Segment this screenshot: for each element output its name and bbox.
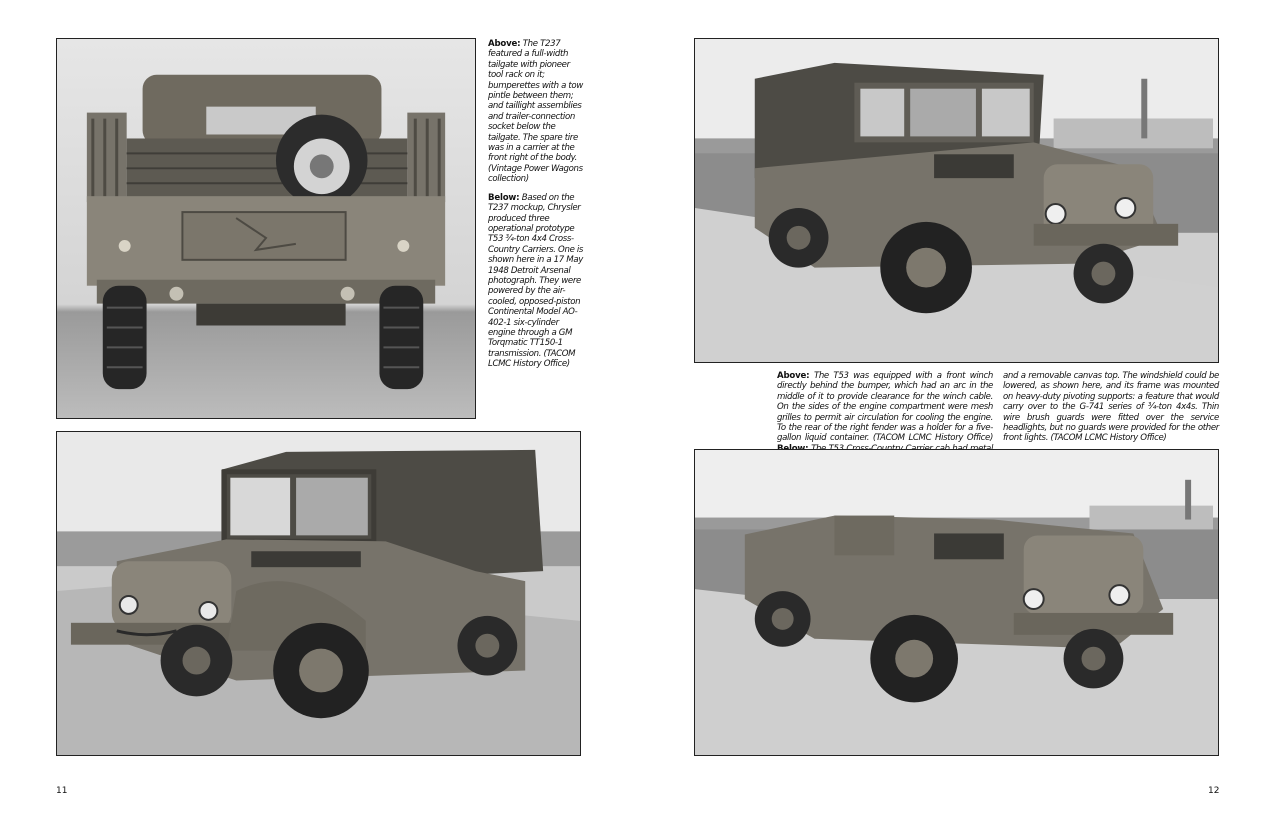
- caption-lead: Below:: [488, 192, 520, 203]
- photo-t53-front-left: [56, 431, 581, 756]
- photo-t53-open-cab: [694, 449, 1219, 756]
- caption-above-left: [488, 39, 586, 378]
- caption-right-col2: [1003, 371, 1219, 444]
- caption-text: The T237 featured a full-width tailgate with pioneer tool rack on it; bumperettes with a tow pintle between them; and taillight assemblies and trailer-connection socket below the tailgate. The spare tire was in a carrier at the front right of the body. (Vintage Power Wagons collection): [488, 39, 583, 185]
- page-number-right: 12: [1208, 786, 1220, 796]
- caption-lead: Above:: [777, 371, 810, 381]
- caption-text: Based on the T237 mockup, Chrysler produced three operational prototype T53 ¾-ton 4x4 Cross-Country Carriers. One is shown here in a 17 May 1948 Detroit Arsenal photograph. They were powered by the air-cooled, opposed-piston Continental Model AO-402-1 six-cylinder engine through a GM Torqmatic TT150-1 transmission. (TACOM LCMC History Office): [488, 192, 584, 370]
- caption-lead: Above:: [488, 39, 521, 49]
- photo-t53-canvas-top: [694, 38, 1219, 363]
- caption-text: The T53 was equipped with a front winch directly behind the bumper, which had an arc in the middle of it to provide clearance for the winch cable. On the sides of the engine compartment were mesh grilles to permit air circulation for cooling the engine. To the rear of the right fender was a holder for a five-gallon liquid container. (TACOM LCMC History Office): [777, 371, 993, 444]
- caption-text: and a removable canvas top. The windshield could be lowered, as shown here, and its frame was mounted on heavy-duty pivoting supports: a feature that would carry over to the G-741 series of ¾-ton 4x4s. Thin wire brush guards were fitted over the service headlights, but no guards were provided for the other front lights. (TACOM LCMC History Office): [1003, 371, 1219, 444]
- photo-t237-rear: [56, 38, 476, 419]
- page-number-left: 11: [56, 786, 68, 796]
